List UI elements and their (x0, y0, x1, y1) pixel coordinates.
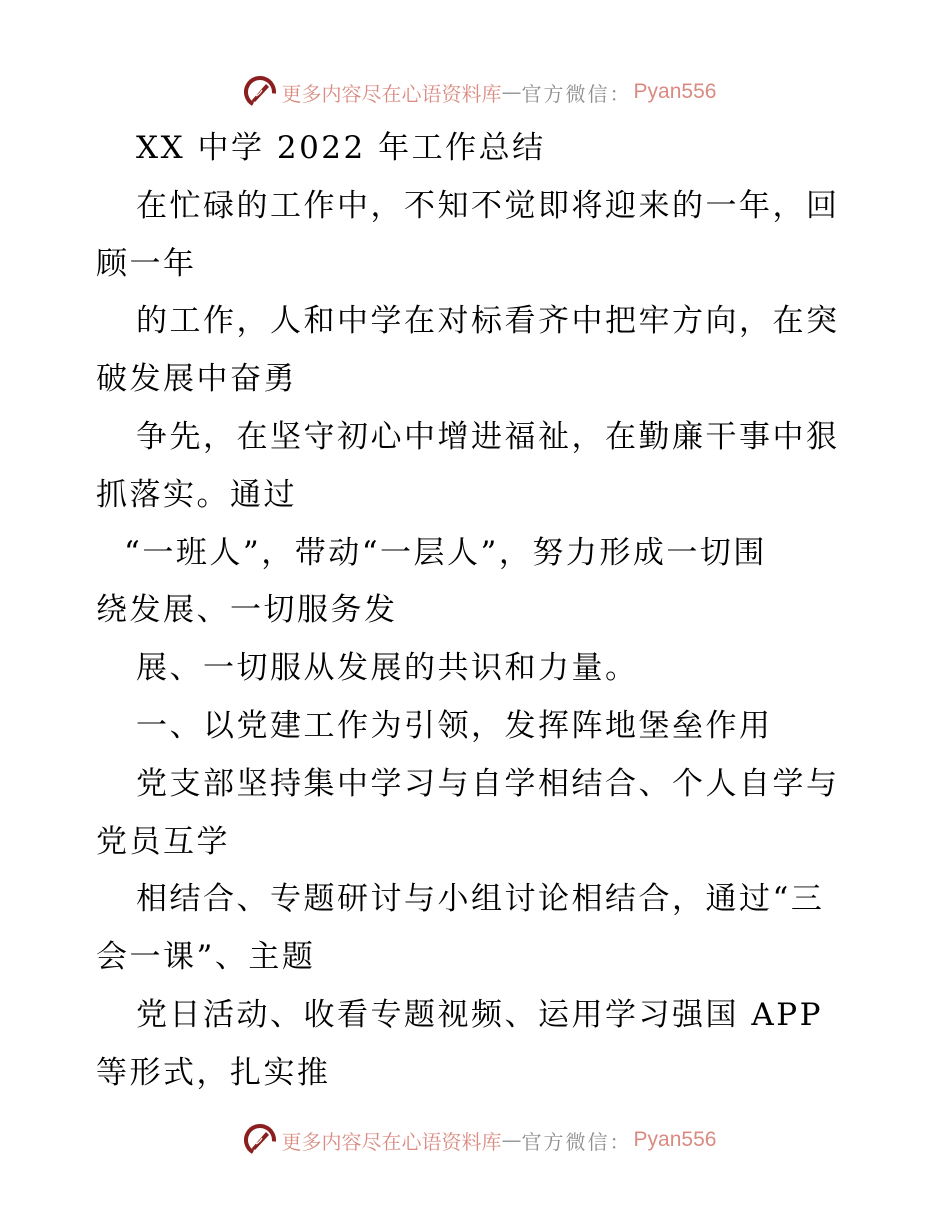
section-heading: 一、以党建工作为引领，发挥阵地堡垒作用 (136, 707, 773, 744)
watermark-wechat-label: 官方微信： (521, 81, 632, 106)
paragraph-line: 的工作，人和中学在对标看齐中把牢方向，在突 (136, 303, 840, 340)
watermark-dash: — (501, 1128, 522, 1152)
paragraph-line: 争先，在坚守初心中增进福祉，在勤廉干事中狠 (136, 418, 840, 455)
paragraph-line: 在忙碌的工作中，不知不觉即将迎来的一年，回 (136, 187, 840, 224)
watermark-dash: — (501, 80, 522, 104)
paragraph-line: 党支部坚持集中学习与自学相结合、个人自学与 (136, 765, 840, 802)
feather-pen-logo-icon (242, 74, 278, 110)
paragraph-line: 相结合、专题研讨与小组讨论相结合，通过“三 (136, 881, 825, 918)
watermark-content (242, 74, 717, 110)
watermark-brand-text: 更多内容尽在心语资料库 (281, 81, 502, 106)
document-body (96, 120, 856, 1103)
feather-pen-logo-icon (242, 1122, 278, 1158)
watermark-wechat-id: Pyan556 (633, 1128, 717, 1151)
paragraph-line: 顾一年 (96, 245, 197, 282)
watermark-brand-text: 更多内容尽在心语资料库 (281, 1129, 502, 1154)
paragraph-line: “一班人”，带动“一层人”，努力形成一切围 (124, 534, 767, 571)
paragraph-line: 党日活动、收看专题视频、运用学习强国 APP (136, 996, 823, 1033)
paragraph-line: 绕发展、一切服务发 (96, 592, 398, 629)
document-title: XX 中学 2022 年工作总结 (136, 130, 546, 166)
paragraph-line: 抓落实。通过 (96, 476, 297, 513)
watermark-wechat-id: Pyan556 (633, 80, 717, 103)
paragraph-line: 破发展中奋勇 (96, 361, 297, 398)
watermark-content (242, 1122, 717, 1158)
watermark-wechat-label: 官方微信： (521, 1129, 632, 1154)
paragraph-line: 等形式，扎实推 (96, 1054, 331, 1091)
paragraph-line: 会一课”、主题 (96, 939, 316, 976)
paragraph-line: 展、一切服从发展的共识和力量。 (136, 650, 639, 687)
footer-watermark (0, 1118, 950, 1162)
header-watermark (0, 70, 950, 114)
paragraph-line: 党员互学 (96, 823, 230, 860)
